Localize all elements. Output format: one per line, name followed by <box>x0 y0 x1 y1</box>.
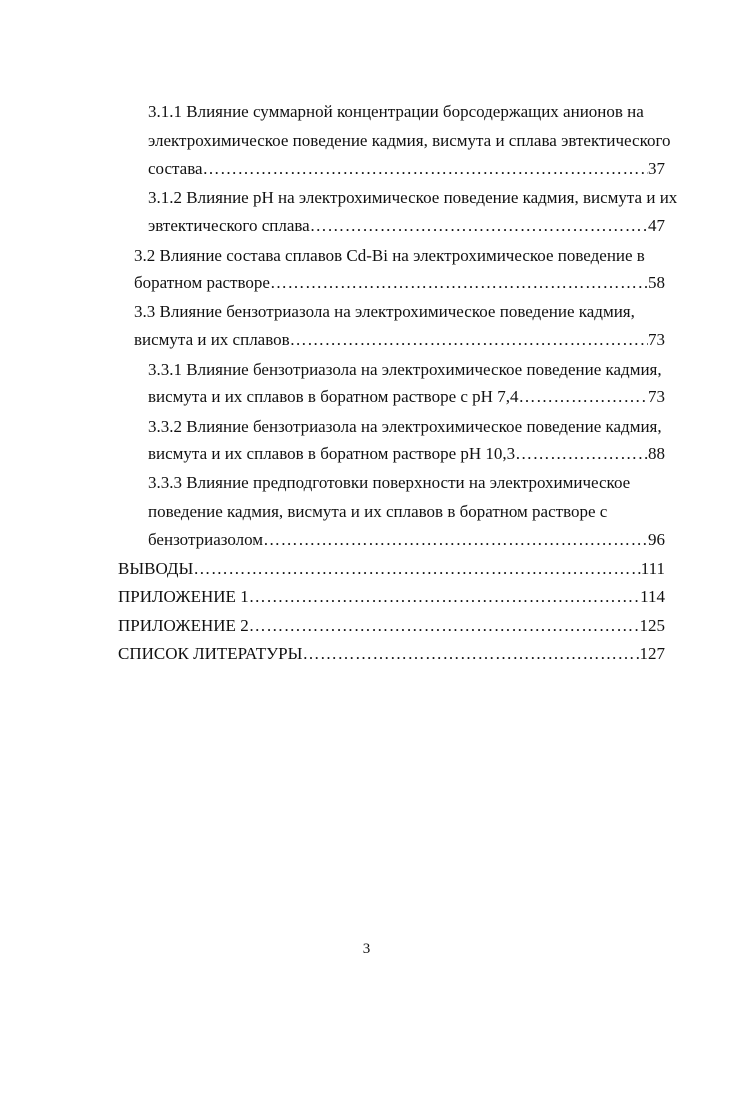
toc-entry-3-3-3-last[interactable] <box>148 530 665 550</box>
toc-entry-text: эвтектического сплава <box>148 216 310 235</box>
toc-entry-3-3-3-line-1: 3.3.3 Влияние предподготовки поверхности на электрохимическое <box>148 473 631 492</box>
toc-page-number: 88 <box>648 444 665 463</box>
toc-page-number: 127 <box>639 644 665 663</box>
toc-entry-references[interactable] <box>118 644 665 664</box>
toc-page-number: 96 <box>648 530 665 549</box>
toc-entry-text: висмута и их сплавов в боратном растворе с pH 7,4 <box>148 387 519 406</box>
dot-leader <box>302 644 639 664</box>
toc-entry-3-1-2-line-1: 3.1.2 Влияние pH на электрохимическое поведение кадмия, висмута и их <box>148 188 678 207</box>
toc-page-number: 111 <box>640 559 665 578</box>
toc-entry-conclusions[interactable] <box>118 559 665 579</box>
toc-entry-text: висмута и их сплавов <box>134 330 290 349</box>
toc-page-number: 47 <box>648 216 665 235</box>
toc-entry-text: ПРИЛОЖЕНИЕ 1 <box>118 587 249 606</box>
dot-leader <box>193 559 640 579</box>
toc-page-number: 73 <box>648 387 665 406</box>
toc-entry-appendix-2[interactable] <box>118 616 665 636</box>
toc-entry-3-2-line-1: 3.2 Влияние состава сплавов Cd-Bi на электрохимическое поведение в <box>134 246 645 265</box>
toc-entry-3-1-1-last[interactable] <box>148 159 665 179</box>
toc-entry-text: СПИСОК ЛИТЕРАТУРЫ <box>118 644 303 663</box>
toc-entry-3-3-1-last[interactable] <box>148 387 665 407</box>
toc-entry-3-3-3-line-2: поведение кадмия, висмута и их сплавов в боратном растворе с <box>148 502 608 521</box>
dot-leader <box>249 616 640 636</box>
toc-entry-3-3-1-line-1: 3.3.1 Влияние бензотриазола на электрохимическое поведение кадмия, <box>148 360 662 379</box>
toc-entry-text: ПРИЛОЖЕНИЕ 2 <box>118 616 249 635</box>
dot-leader <box>249 587 640 607</box>
toc-entry-text: состава <box>148 159 203 178</box>
toc-entry-text: ВЫВОДЫ <box>118 559 194 578</box>
dot-leader <box>310 216 648 236</box>
toc-entry-3-3-2-last[interactable] <box>148 444 665 464</box>
dot-leader <box>270 273 648 293</box>
toc-entry-3-1-1-line-2: электрохимическое поведение кадмия, висмута и сплава эвтектического <box>148 131 671 150</box>
toc-page-number: 73 <box>648 330 665 349</box>
toc-entry-3-1-1-line-1: 3.1.1 Влияние суммарной концентрации борсодержащих анионов на <box>148 102 644 121</box>
dot-leader <box>290 330 648 350</box>
page-number: 3 <box>362 941 371 957</box>
toc-page-number: 37 <box>648 159 665 178</box>
toc-entry-text: бензотриазолом <box>148 530 264 549</box>
toc-entry-3-3-line-1: 3.3 Влияние бензотриазола на электрохимическое поведение кадмия, <box>134 302 635 321</box>
dot-leader <box>515 444 648 464</box>
toc-entry-appendix-1[interactable] <box>118 587 665 607</box>
toc-page-number: 58 <box>648 273 665 292</box>
toc-entry-3-2-last[interactable] <box>134 273 665 293</box>
toc-entry-text: боратном растворе <box>134 273 270 292</box>
toc-page-number: 114 <box>640 587 665 606</box>
toc-entry-3-3-last[interactable] <box>134 330 665 350</box>
dot-leader <box>203 159 648 179</box>
toc-entry-3-1-2-last[interactable] <box>148 216 665 236</box>
toc-entry-text: висмута и их сплавов в боратном растворе pH 10,3 <box>148 444 516 463</box>
toc-entry-3-3-2-line-1: 3.3.2 Влияние бензотриазола на электрохимическое поведение кадмия, <box>148 417 662 436</box>
dot-leader <box>263 530 648 550</box>
dot-leader <box>518 387 648 407</box>
toc-page-number: 125 <box>639 616 665 635</box>
